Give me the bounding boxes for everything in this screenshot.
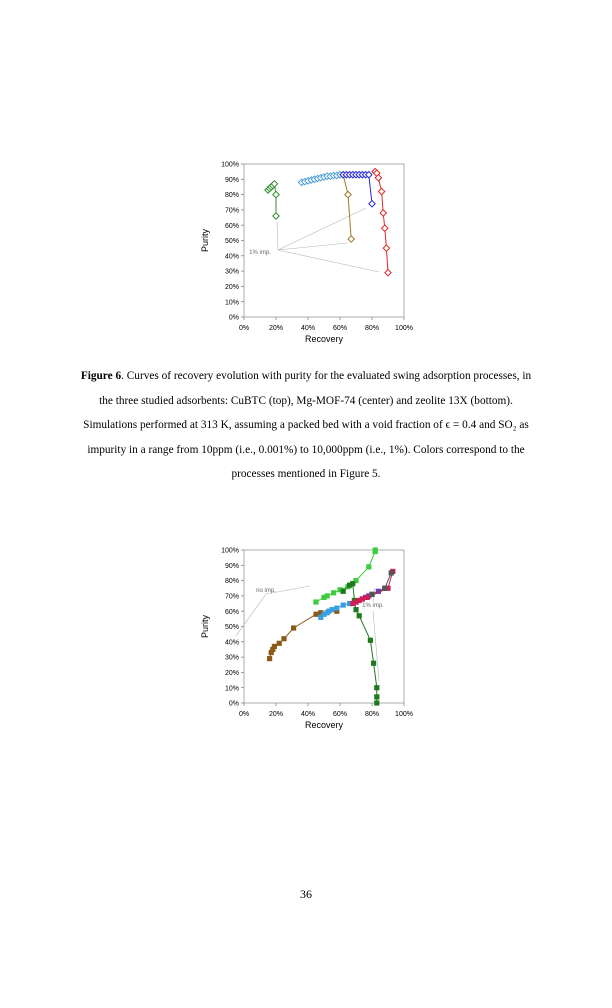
y-tick-label: 30% — [224, 268, 239, 276]
annotation-leader — [278, 250, 379, 272]
data-point — [382, 225, 388, 231]
data-point — [281, 636, 286, 641]
x-tick-label: 40% — [300, 325, 316, 332]
data-point — [277, 641, 282, 646]
data-point — [389, 570, 394, 575]
data-point — [374, 694, 379, 699]
x-tick-label: 80% — [364, 711, 380, 718]
page-number: 36 — [300, 887, 312, 901]
y-tick-label: 10% — [224, 299, 239, 307]
y-tick-label: 50% — [224, 624, 239, 632]
data-point — [373, 547, 378, 552]
y-tick-label: 20% — [224, 670, 239, 677]
x-tick-label: 0% — [238, 325, 250, 332]
data-point — [345, 191, 351, 197]
series-line — [270, 611, 337, 658]
annotation-leader — [278, 243, 347, 250]
data-point — [291, 625, 296, 630]
x-tick-label: 100% — [395, 711, 413, 718]
y-tick-label: 0% — [228, 314, 239, 322]
data-point — [369, 592, 374, 597]
data-point — [348, 236, 354, 242]
data-point — [378, 188, 384, 194]
data-point — [383, 245, 389, 251]
data-point — [368, 638, 373, 643]
data-point — [385, 269, 391, 275]
x-axis-label: Recovery — [304, 334, 344, 344]
y-tick-label: 70% — [224, 207, 239, 215]
data-point — [313, 612, 318, 617]
data-point — [369, 201, 375, 207]
data-point — [341, 602, 346, 607]
data-point — [360, 596, 365, 601]
annotation-label: 1% imp. — [362, 603, 384, 609]
data-point — [272, 644, 277, 649]
series-brown — [267, 609, 339, 662]
series-red — [372, 168, 391, 275]
data-point — [366, 564, 371, 569]
figure-caption — [80, 364, 532, 487]
data-point — [380, 210, 386, 216]
data-point — [353, 607, 358, 612]
chart-cubtc — [200, 150, 420, 350]
annotation-leader — [373, 611, 379, 681]
series-green — [265, 181, 279, 220]
y-tick-label: 60% — [224, 222, 239, 230]
x-tick-label: 0% — [238, 711, 250, 718]
y-tick-label: 70% — [224, 593, 239, 601]
y-tick-label: 10% — [224, 685, 239, 693]
data-point — [331, 590, 336, 595]
data-point — [374, 685, 379, 690]
series-line — [375, 172, 388, 273]
caption-text: . Curves of recovery evolution with purity for the evaluated swing adsorption processes, in the three studied adsorbents: CuBTC (top), Mg-MOF-74 (center) and zeolite 13X (bottom). Simulations performed at 313 K, assuming a packed bed with a void fraction of ϵ = 0.4 and SO₂ as impurity in a range from 10ppm (i.e., 0.001%) to 10,000ppm (i.e., 1%). Colors correspond to the processes mentioned in Figure 5. — [83, 370, 532, 480]
y-tick-label: 20% — [224, 284, 239, 291]
series-brown — [340, 172, 354, 243]
series-gray — [369, 570, 393, 597]
data-point — [341, 589, 346, 594]
y-tick-label: 50% — [224, 238, 239, 246]
x-tick-label: 20% — [268, 711, 284, 718]
annotation-label: 1% imp. — [249, 250, 271, 256]
x-tick-label: 100% — [395, 325, 413, 332]
data-point — [267, 656, 272, 661]
data-point — [382, 586, 387, 591]
annotation-leader — [236, 594, 266, 636]
x-axis-label: Recovery — [304, 720, 344, 730]
y-tick-label: 90% — [224, 176, 239, 184]
chart-svg — [200, 150, 420, 350]
y-axis-label: Purity — [200, 228, 210, 253]
y-tick-label: 80% — [224, 578, 239, 586]
data-point — [350, 581, 355, 586]
data-point — [329, 607, 334, 612]
y-tick-label: 40% — [224, 639, 239, 647]
y-tick-label: 40% — [224, 253, 239, 261]
data-point — [313, 599, 318, 604]
y-tick-label: 30% — [224, 654, 239, 662]
data-point — [365, 595, 370, 600]
y-tick-label: 60% — [224, 608, 239, 616]
data-point — [273, 191, 279, 197]
annotation-label: no imp. — [256, 588, 276, 594]
data-point — [371, 661, 376, 666]
annotation-leader — [277, 222, 278, 250]
y-tick-label: 90% — [224, 562, 239, 570]
series-steelblue — [298, 172, 343, 186]
series-blue — [340, 172, 375, 207]
x-tick-label: 20% — [268, 325, 284, 332]
data-point — [334, 606, 339, 611]
y-axis-label: Purity — [200, 614, 210, 639]
x-tick-label: 60% — [332, 325, 348, 332]
x-tick-label: 80% — [364, 325, 380, 332]
y-tick-label: 0% — [228, 700, 239, 708]
y-tick-label: 100% — [221, 547, 239, 555]
series-line — [343, 175, 351, 239]
plot-frame — [244, 550, 404, 703]
data-point — [374, 700, 379, 705]
chart-mgmof74 — [200, 538, 420, 738]
data-point — [357, 613, 362, 618]
y-tick-label: 80% — [224, 192, 239, 200]
x-tick-label: 60% — [332, 711, 348, 718]
y-tick-label: 100% — [221, 161, 239, 169]
data-point — [325, 593, 330, 598]
x-tick-label: 40% — [300, 711, 316, 718]
series-line — [343, 175, 372, 204]
figure-label: Figure 6 — [80, 370, 122, 382]
chart-svg — [200, 538, 420, 738]
data-point — [273, 213, 279, 219]
annotation-leader — [278, 208, 366, 250]
